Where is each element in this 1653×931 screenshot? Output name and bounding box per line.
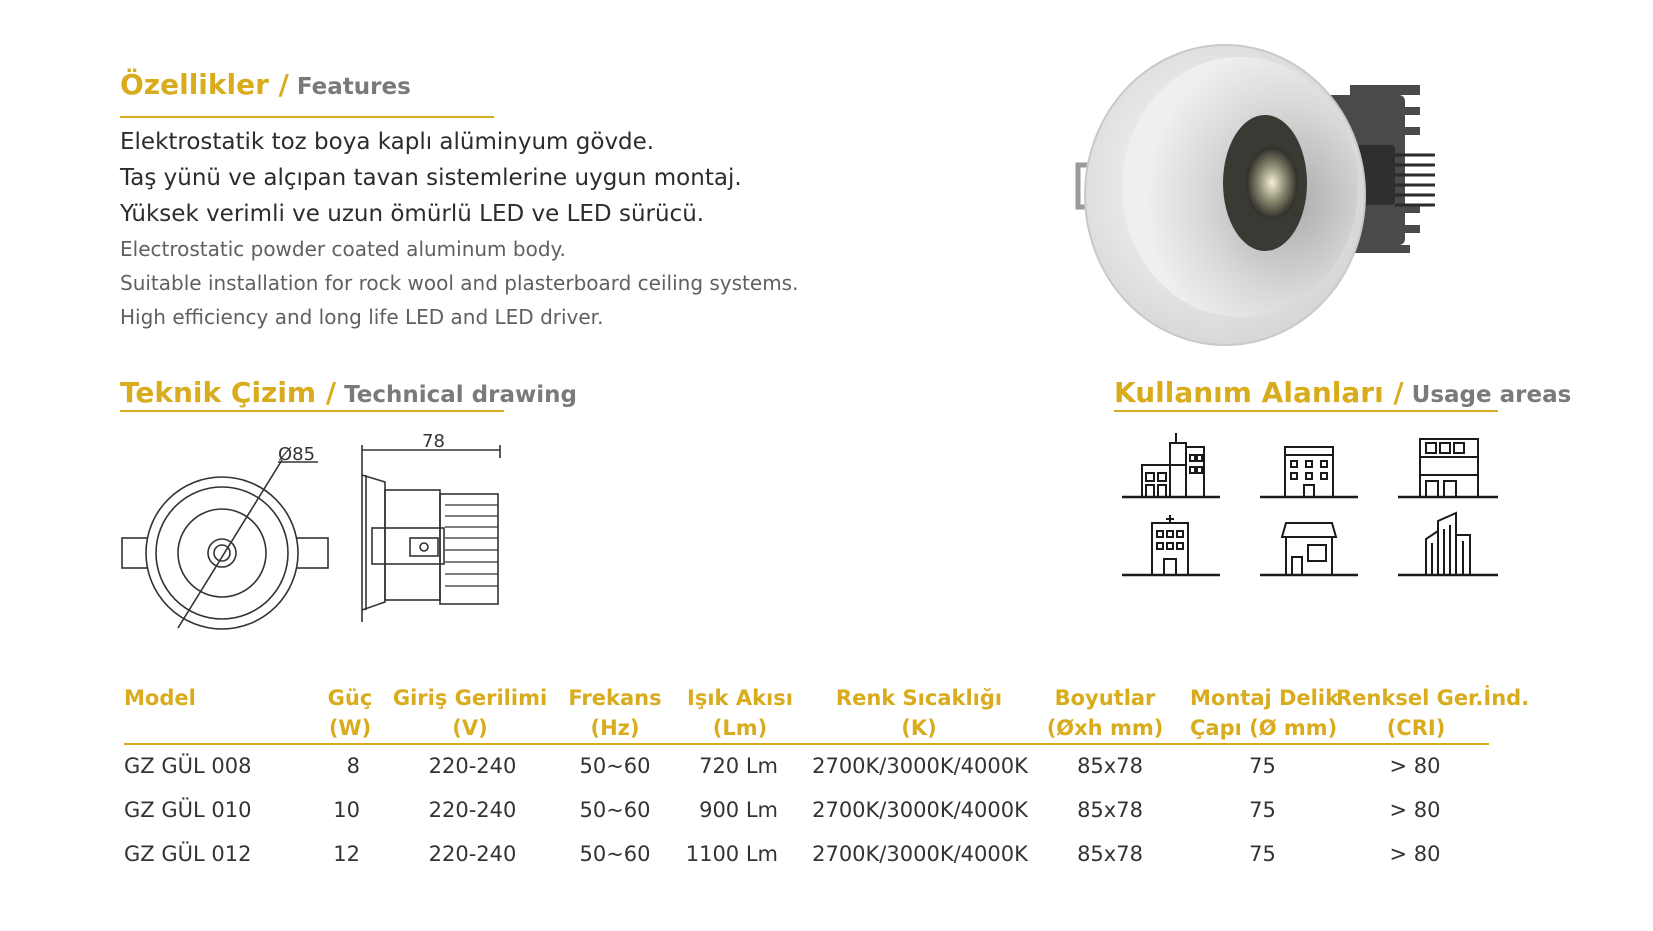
header-line: (Hz) — [590, 716, 640, 740]
feature-line-en-3: High efficiency and long life LED and LED driver. — [120, 305, 604, 329]
table-cell: 75 — [1249, 798, 1276, 822]
header-line: Çapı (Ø mm) — [1190, 716, 1338, 740]
feature-line-tr-2: Taş yünü ve alçıpan tavan sistemlerine uygun montaj. — [120, 165, 742, 191]
technical-drawing — [110, 430, 520, 640]
table-cell: 85x78 — [1077, 754, 1143, 778]
col-header-model — [124, 683, 196, 713]
table-cell: 2700K/3000K/4000K — [812, 798, 1028, 822]
feature-line-en-2: Suitable installation for rock wool and plasterboard ceiling systems. — [120, 271, 799, 295]
table-cell: 900 Lm — [699, 798, 778, 822]
table-cell: 10 — [333, 798, 360, 822]
drawing-heading — [120, 376, 577, 409]
table-header-rule — [124, 743, 1489, 745]
skyscraper-icon — [1398, 513, 1498, 575]
table-cell: 75 — [1249, 754, 1276, 778]
col-header-color-temp — [810, 683, 1028, 743]
table-cell: GZ GÜL 010 — [124, 798, 252, 822]
col-header-dimensions — [1045, 683, 1165, 743]
table-cell: 220-240 — [428, 798, 517, 822]
features-underline — [120, 116, 494, 118]
table-cell: > 80 — [1389, 754, 1441, 778]
header-line: Model — [124, 686, 196, 710]
diameter-label: Ø85 — [278, 444, 316, 465]
feature-line-en-1: Electrostatic powder coated aluminum body. — [120, 237, 566, 261]
header-line: Renksel Ger.İnd. — [1336, 686, 1530, 710]
col-header-voltage — [390, 683, 550, 743]
drawing-title-en: Technical drawing — [344, 382, 577, 408]
header-line: (W) — [328, 716, 372, 740]
header-line: (K) — [901, 716, 937, 740]
header-line: Boyutlar — [1054, 686, 1156, 710]
usage-icons — [1120, 425, 1505, 585]
commercial-building-icon — [1398, 439, 1498, 497]
feature-line-tr-1: Elektrostatik toz boya kaplı alüminyum gövde. — [120, 129, 655, 155]
table-cell: 85x78 — [1077, 798, 1143, 822]
header-line: (Lm) — [712, 716, 768, 740]
table-cell: 12 — [333, 842, 360, 866]
col-header-cri — [1336, 683, 1530, 743]
table-cell: 220-240 — [428, 754, 517, 778]
table-cell: 720 Lm — [699, 754, 778, 778]
header-line: Güç — [327, 686, 373, 710]
depth-label: 78 — [422, 431, 445, 452]
table-cell: 50~60 — [579, 798, 651, 822]
col-header-mounting-hole — [1190, 683, 1340, 743]
header-line: (CRI) — [1386, 716, 1446, 740]
table-cell: 8 — [346, 754, 360, 778]
product-image — [1060, 15, 1450, 350]
factory-icon — [1122, 433, 1220, 497]
store-icon — [1260, 523, 1358, 575]
features-title-en: Features — [296, 74, 411, 100]
features-heading — [120, 68, 411, 101]
table-cell: > 80 — [1389, 798, 1441, 822]
header-line: Montaj Delik — [1190, 686, 1340, 710]
usage-underline — [1114, 410, 1498, 412]
header-line: Renk Sıcaklığı — [835, 686, 1003, 710]
features-list — [120, 124, 798, 334]
col-header-power — [310, 683, 390, 743]
header-line: Giriş Gerilimi — [392, 686, 548, 710]
table-cell: 85x78 — [1077, 842, 1143, 866]
table-cell: 220-240 — [428, 842, 517, 866]
office-building-icon — [1260, 447, 1358, 497]
table-cell: 50~60 — [579, 842, 651, 866]
header-line: Frekans — [568, 686, 662, 710]
feature-line-tr-3: Yüksek verimli ve uzun ömürlü LED ve LED sürücü. — [120, 201, 705, 227]
table-cell: GZ GÜL 012 — [124, 842, 252, 866]
header-line: (Øxh mm) — [1046, 716, 1164, 740]
drawing-title-tr: Teknik Çizim / — [120, 376, 337, 409]
col-header-frequency — [555, 683, 675, 743]
table-cell: > 80 — [1389, 842, 1441, 866]
table-cell: 2700K/3000K/4000K — [812, 754, 1028, 778]
table-cell: 50~60 — [579, 754, 651, 778]
usage-title-en: Usage areas — [1411, 382, 1572, 408]
features-title-tr: Özellikler / — [120, 68, 289, 101]
usage-title-tr: Kullanım Alanları / — [1114, 376, 1404, 409]
col-header-luminous-flux — [680, 683, 800, 743]
table-cell: 75 — [1249, 842, 1276, 866]
header-line: (V) — [452, 716, 488, 740]
table-cell: 1100 Lm — [685, 842, 778, 866]
usage-heading — [1114, 376, 1571, 409]
drawing-underline — [120, 410, 504, 412]
table-cell: GZ GÜL 008 — [124, 754, 252, 778]
header-line: Işık Akısı — [687, 686, 793, 710]
table-cell: 2700K/3000K/4000K — [812, 842, 1028, 866]
hospital-icon — [1122, 515, 1220, 575]
